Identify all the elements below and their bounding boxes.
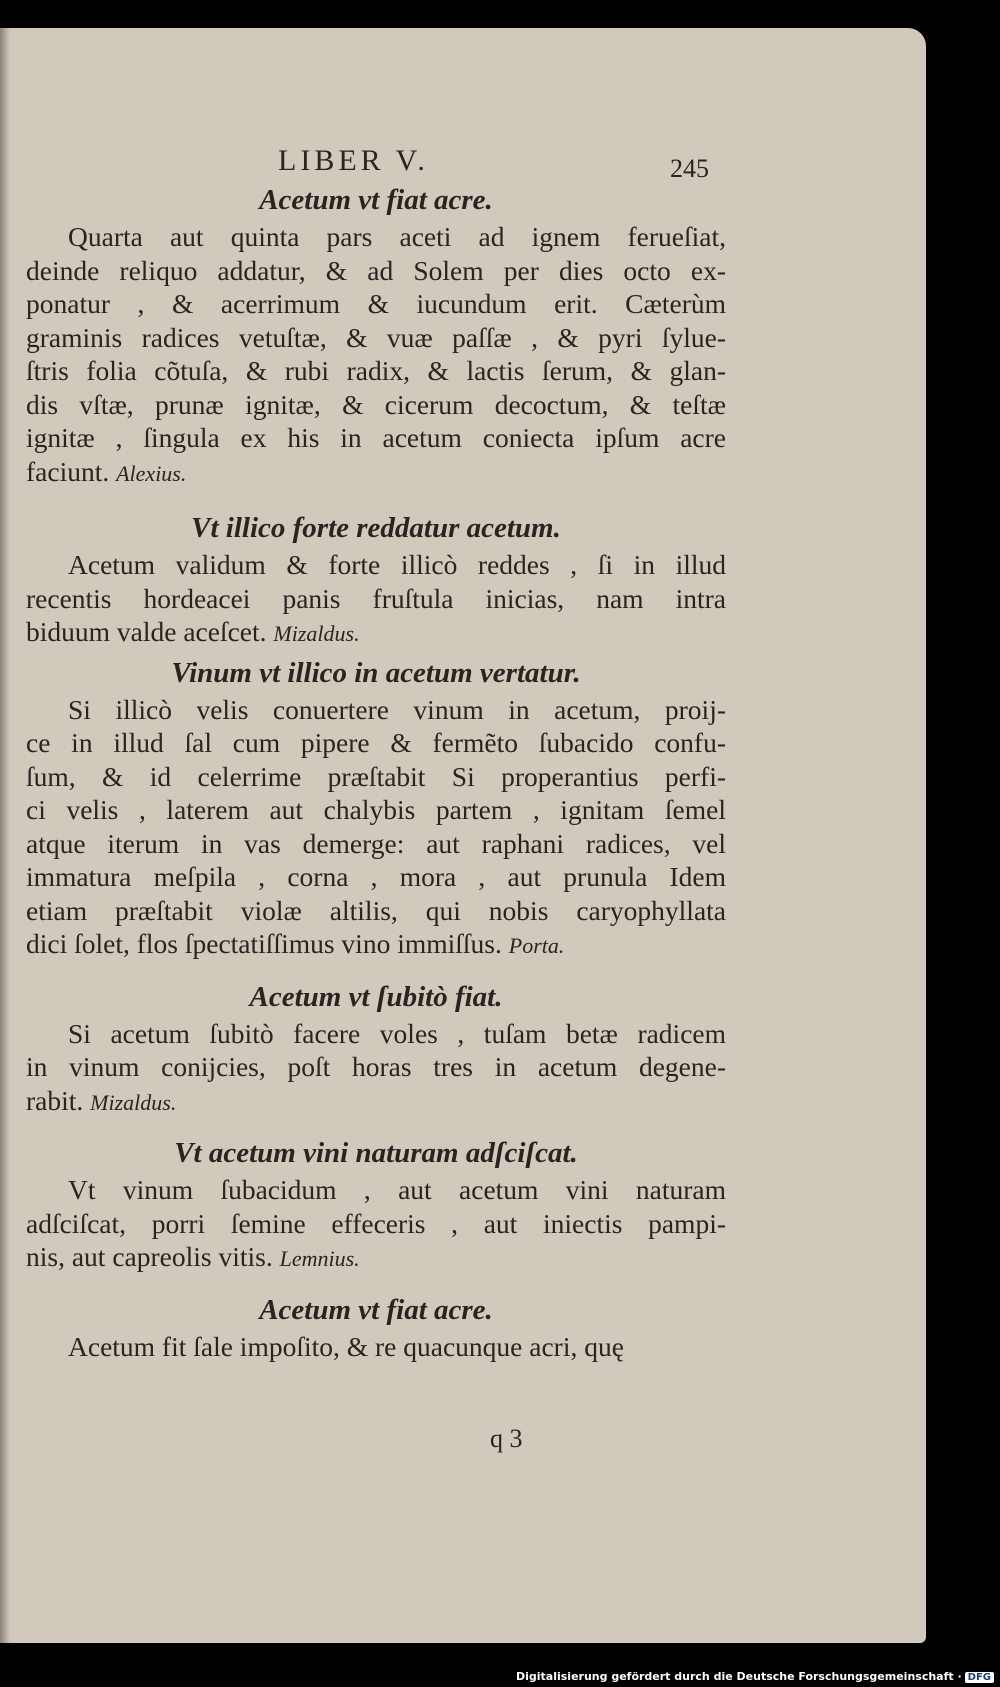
section (26, 1290, 726, 1364)
footer-text: Digitalisierung gefördert durch die Deutsche Forschungsgemeinschaft · (515, 1670, 962, 1683)
text-line-content: ponatur , & acerrimum & iucundum erit. Cæterùm (26, 288, 726, 319)
text-line (26, 615, 726, 651)
sections (26, 180, 726, 1363)
section-heading: Vt acetum vini naturam adſciſcat. (174, 1137, 578, 1169)
source-attribution: Mizaldus. (273, 621, 360, 646)
text-line (26, 894, 726, 928)
text-line-content: immatura meſpila , corna , mora , aut prunula Idem (26, 861, 726, 892)
section (26, 508, 726, 651)
text-line-content: deinde reliquo addatur, & ad Solem per dies octo ex- (26, 254, 726, 286)
text-line-content: ſtris folia cõtuſa, & rubi radix, & lactis ſerum, & glan- (26, 355, 726, 386)
text-line (26, 421, 726, 455)
text-line (26, 726, 726, 760)
text-line (26, 1017, 726, 1051)
signature-mark: q 3 (490, 1424, 523, 1453)
text-line-content: biduum valde aceſcet. (26, 616, 267, 647)
text-line-content: Acetum fit ſale impoſito, & re quacunque acri, quę (68, 1330, 624, 1362)
text-line-content: Quarta aut quinta pars aceti ad ignem ferueſiat, (68, 221, 726, 252)
text-line-content: adſciſcat, porri ſemine effeceris , aut iniectis pampi- (26, 1207, 726, 1239)
running-head-title: LIBER V. (278, 144, 429, 177)
text-line-content: dis vſtæ, prunæ ignitæ, & cicerum decoctum, & teſtæ (26, 388, 726, 420)
text-line-content: recentis hordeacei panis fruſtula inicias, nam intra (26, 582, 726, 614)
source-attribution: Alexius. (116, 460, 187, 486)
text-line (26, 1330, 726, 1364)
text-line-content: Si illicò velis conuertere vinum in acetum, proij- (68, 693, 726, 725)
text-line-content: ce in illud ſal cum pipere & fermẽto ſubacido confu- (26, 727, 726, 758)
text-line (26, 1173, 726, 1207)
section-heading: Acetum vt fiat acre. (259, 1293, 493, 1326)
section-paragraph (26, 548, 726, 651)
text-line-content: dici ſolet, flos ſpectatiſſimus vino immiſſus. (26, 928, 502, 959)
text-line-content: nis, aut capreolis vitis. (26, 1241, 273, 1272)
text-line (26, 793, 726, 827)
text-line-content: Acetum validum & forte illicò reddes , ſi in illud (68, 549, 726, 580)
section-heading: Vt illico forte reddatur acetum. (191, 512, 561, 544)
text-line (26, 582, 726, 616)
section-paragraph (26, 1017, 726, 1120)
text-line (26, 455, 726, 491)
text-line (26, 321, 726, 355)
section-heading: Acetum vt fiat acre. (259, 184, 493, 216)
text-line (26, 1050, 726, 1084)
text-line (26, 1207, 726, 1241)
text-line-content: in vinum conijcies, poſt horas tres in acetum degene- (26, 1051, 726, 1082)
dfg-logo: DFG (965, 1672, 994, 1683)
section-heading: Acetum vt ſubitò fiat. (249, 980, 503, 1013)
section-heading: Vinum vt illico in acetum vertatur. (171, 656, 581, 689)
text-line-content: atque iterum in vas demerge: aut raphani radices, vel (26, 827, 726, 859)
section (26, 180, 726, 490)
text-line (26, 927, 726, 963)
text-line (26, 388, 726, 422)
text-line-content: ci velis , laterem aut chalybis partem , ignitam ſemel (26, 794, 726, 825)
section (26, 1133, 726, 1276)
text-line (26, 860, 726, 894)
text-line (26, 287, 726, 321)
text-line-content: ignitæ , ſingula ex his in acetum coniecta ipſum acre (26, 422, 726, 453)
text-line (26, 760, 726, 794)
text-line (26, 1240, 726, 1276)
text-line (26, 548, 726, 582)
text-line (26, 693, 726, 727)
section (26, 653, 726, 963)
text-line (26, 220, 726, 254)
source-attribution: Porta. (508, 933, 565, 958)
text-block (26, 128, 726, 1363)
text-line-content: faciunt. (26, 455, 110, 487)
page-gutter (0, 28, 10, 1643)
section-paragraph (26, 1330, 726, 1364)
text-line (26, 1084, 726, 1120)
section-paragraph (26, 220, 726, 490)
text-line-content: Vt vinum ſubacidum , aut acetum vini naturam (68, 1174, 726, 1205)
section (26, 977, 726, 1120)
footer (0, 1670, 1000, 1683)
text-line (26, 827, 726, 861)
text-line-content: etiam præſtabit violæ altilis, qui nobis caryophyllata (26, 894, 726, 926)
source-attribution: Mizaldus. (90, 1089, 177, 1115)
text-line-content: rabit. (26, 1084, 84, 1116)
section-paragraph (26, 693, 726, 963)
section-paragraph (26, 1173, 726, 1276)
text-line-content: Si acetum ſubitò facere voles , tuſam betæ radicem (68, 1017, 726, 1049)
running-head (26, 128, 726, 183)
text-line-content: ſum, & id celerrime præſtabit Si properantius perfi- (26, 760, 726, 792)
text-line (26, 254, 726, 288)
page-number: 245 (670, 154, 709, 183)
text-line (26, 354, 726, 388)
source-attribution: Lemnius. (279, 1246, 360, 1271)
text-line-content: graminis radices vetuſtæ, & vuæ paſſæ , & pyri ſylue- (26, 321, 726, 353)
